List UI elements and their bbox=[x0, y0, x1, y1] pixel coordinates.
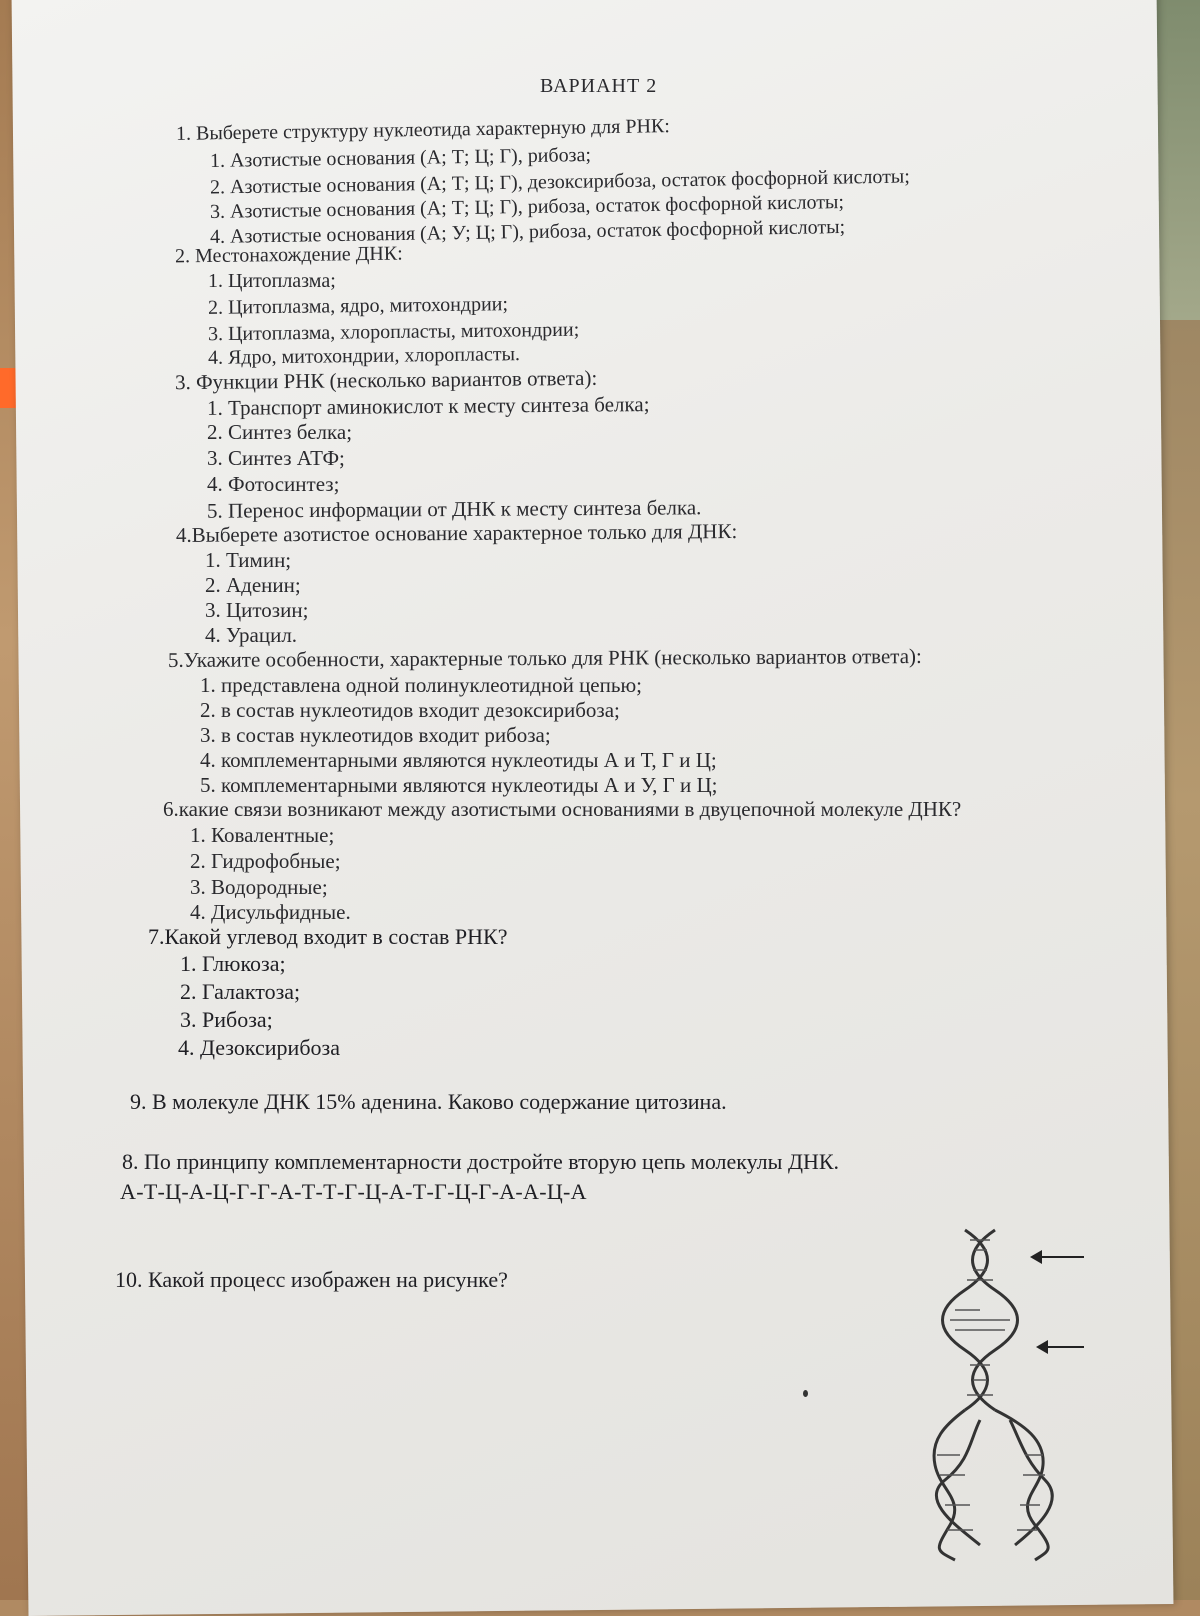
question-2: 2. Местонахождение ДНК: bbox=[174, 242, 403, 268]
question-5: 5.Укажите особенности, характерные только для РНК (несколько вариантов ответа): bbox=[167, 644, 922, 672]
question-4: 4.Выберете азотистое основание характерное только для ДНК: bbox=[175, 519, 738, 547]
q3-option-1: 1. Транспорт аминокислот к месту синтеза белка; bbox=[206, 392, 650, 420]
q4-option-2: 2. Аденин; bbox=[205, 573, 301, 597]
q4-option-3: 3. Цитозин; bbox=[205, 598, 309, 622]
dna-sequence: А-Т-Ц-А-Ц-Г-Г-А-Т-Т-Г-Ц-А-Т-Г-Ц-Г-А-А-Ц-А bbox=[120, 1179, 587, 1204]
daughter-right-strand-1 bbox=[995, 1410, 1048, 1560]
q7-option-3: 3. Рибоза; bbox=[180, 1007, 273, 1032]
q3-option-4: 4. Фотосинтез; bbox=[207, 472, 340, 496]
q1-option-2: 2. Азотистые основания (А; Т; Ц; Г), дезоксирибоза, остаток фосфорной кислоты; bbox=[209, 165, 911, 199]
pointer-arrow-lower bbox=[1038, 1346, 1084, 1348]
q4-option-1: 1. Тимин; bbox=[205, 548, 292, 572]
q2-option-2: 2. Цитоплазма, ядро, митохондрии; bbox=[207, 293, 509, 319]
daughter-right-strand-2 bbox=[1010, 1420, 1052, 1545]
q3-option-3: 3. Синтез АТФ; bbox=[207, 446, 345, 470]
q7-option-1: 1. Глюкоза; bbox=[180, 951, 286, 976]
page-title: ВАРИАНТ 2 bbox=[540, 75, 658, 97]
q3-option-5: 5. Перенос информации от ДНК к месту синтеза белка. bbox=[206, 495, 702, 523]
q1-option-3: 3. Азотистые основания (А; Т; Ц; Г), рибоза, остаток фосфорной кислоты; bbox=[209, 191, 845, 223]
question-9: 9. В молекуле ДНК 15% аденина. Каково содержание цитозина. bbox=[130, 1089, 727, 1114]
q3-option-2: 2. Синтез белка; bbox=[207, 420, 353, 444]
q2-option-3: 3. Цитоплазма, хлоропласты, митохондрии; bbox=[207, 318, 580, 346]
q7-option-2: 2. Галактоза; bbox=[180, 979, 301, 1004]
q2-option-4: 4. Ядро, митохондрии, хлоропласты. bbox=[207, 343, 521, 369]
daughter-left-strand-2 bbox=[936, 1420, 980, 1545]
q6-option-4: 4. Дисульфидные. bbox=[190, 900, 351, 924]
q5-option-1: 1. представлена одной полинуклеотидной цепью; bbox=[200, 673, 642, 697]
dna-replication-illustration bbox=[925, 1225, 1075, 1565]
ink-dot bbox=[803, 1390, 808, 1397]
question-6: 6.какие связи возникают между азотистыми основаниями в двуцепочной молекуле ДНК? bbox=[163, 797, 962, 821]
q4-option-4: 4. Урацил. bbox=[205, 623, 298, 647]
q2-option-1: 1. Цитоплазма; bbox=[208, 270, 336, 292]
question-3: 3. Функции РНК (несколько вариантов ответа): bbox=[174, 365, 598, 395]
q5-option-5: 5. комплементарными являются нуклеотиды А и У, Г и Ц; bbox=[200, 773, 718, 797]
question-1: 1. Выберете структуру нуклеотида характерную для РНК: bbox=[175, 115, 671, 145]
q6-option-2: 2. Гидрофобные; bbox=[190, 849, 341, 873]
q5-option-2: 2. в состав нуклеотидов входит дезоксирибоза; bbox=[200, 698, 620, 722]
q5-option-3: 3. в состав нуклеотидов входит рибоза; bbox=[200, 723, 551, 747]
q6-option-1: 1. Ковалентные; bbox=[190, 823, 335, 847]
question-7: 7.Какой углевод входит в состав РНК? bbox=[148, 924, 508, 949]
q6-option-3: 3. Водородные; bbox=[190, 875, 328, 899]
q1-option-4: 4. Азотистые основания (А; У; Ц; Г), рибоза, остаток фосфорной кислоты; bbox=[209, 216, 846, 248]
q7-option-4: 4. Дезоксирибоза bbox=[178, 1035, 340, 1060]
question-10: 10. Какой процесс изображен на рисунке? bbox=[115, 1267, 508, 1292]
q1-option-1: 1. Азотистые основания (А; Т; Ц; Г), рибоза; bbox=[209, 144, 592, 172]
q5-option-4: 4. комплементарными являются нуклеотиды А и Т, Г и Ц; bbox=[200, 748, 717, 772]
question-8: 8. По принципу комплементарности достройте вторую цепь молекулы ДНК. bbox=[122, 1149, 840, 1174]
pointer-arrow-upper bbox=[1032, 1256, 1084, 1258]
